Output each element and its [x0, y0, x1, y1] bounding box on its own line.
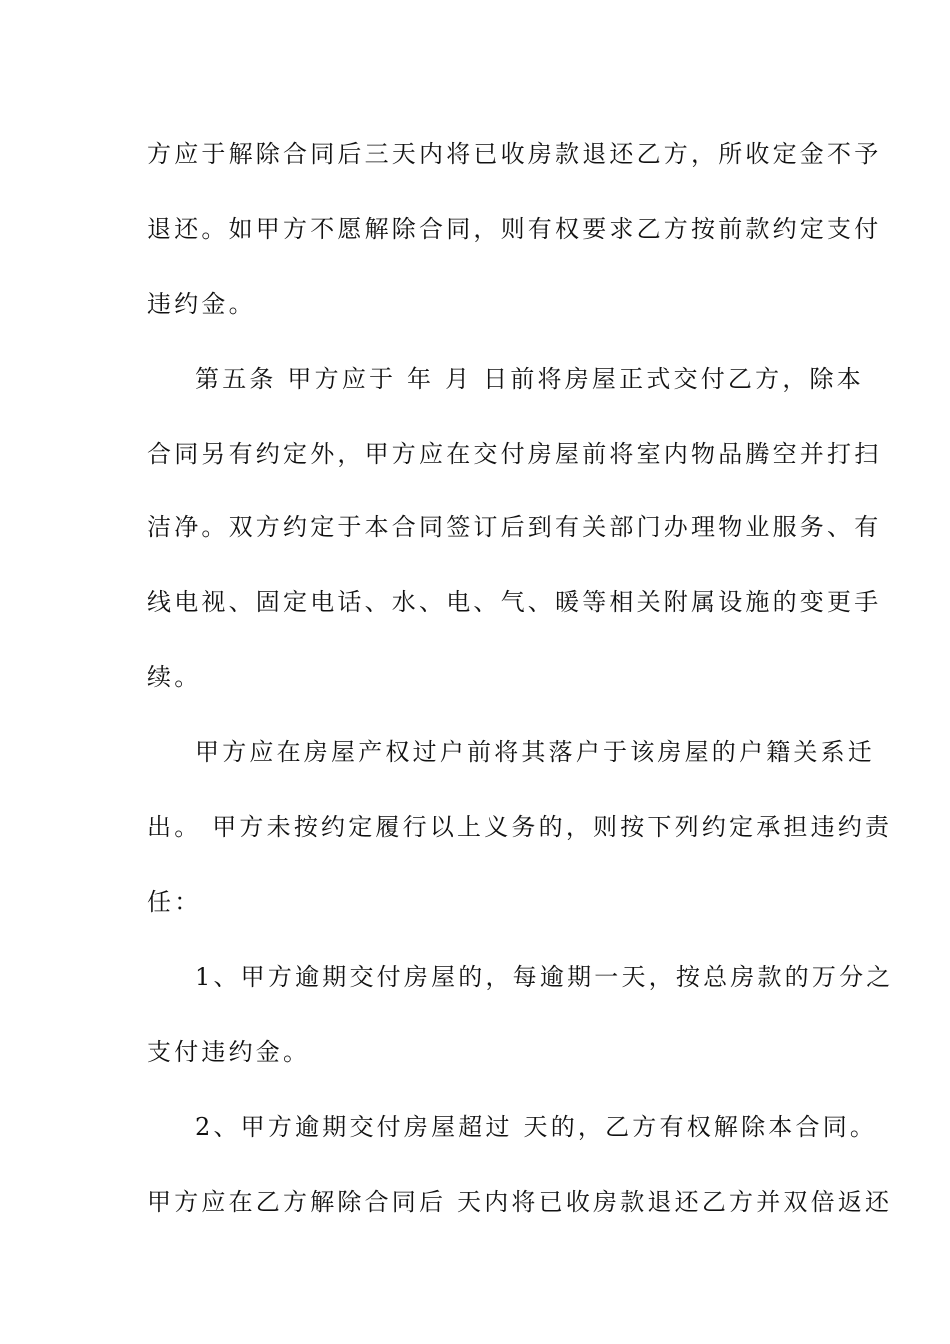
- paragraph-line: 出。 甲方未按约定履行以上义务的，则按下列约定承担违约责: [147, 813, 893, 841]
- paragraph-line: 支付违约金。: [147, 1038, 311, 1066]
- paragraph-line: 方应于解除合同后三天内将已收房款退还乙方，所收定金不予: [147, 140, 882, 168]
- list-item-2-line: 2、甲方逾期交付房屋超过 天的，乙方有权解除本合同。: [195, 1113, 878, 1141]
- paragraph-line: 违约金。: [147, 290, 256, 318]
- paragraph-line: 甲方应在乙方解除合同后 天内将已收房款退还乙方并双倍返还: [147, 1188, 893, 1216]
- article-5-heading-line: 第五条 甲方应于 年 月 日前将房屋正式交付乙方，除本: [195, 365, 864, 393]
- paragraph-line: 合同另有约定外，甲方应在交付房屋前将室内物品腾空并打扫: [147, 440, 882, 468]
- paragraph-line: 线电视、固定电话、水、电、气、暖等相关附属设施的变更手: [147, 588, 882, 616]
- list-item-1-line: 1、甲方逾期交付房屋的，每逾期一天，按总房款的万分之: [195, 963, 894, 991]
- paragraph-line: 任：: [147, 888, 202, 916]
- paragraph-line: 续。: [147, 663, 202, 691]
- paragraph-line: 洁净。双方约定于本合同签订后到有关部门办理物业服务、有: [147, 513, 882, 541]
- paragraph-line: 甲方应在房屋产权过户前将其落户于该房屋的户籍关系迁: [195, 738, 875, 766]
- paragraph-line: 退还。如甲方不愿解除合同，则有权要求乙方按前款约定支付: [147, 215, 882, 243]
